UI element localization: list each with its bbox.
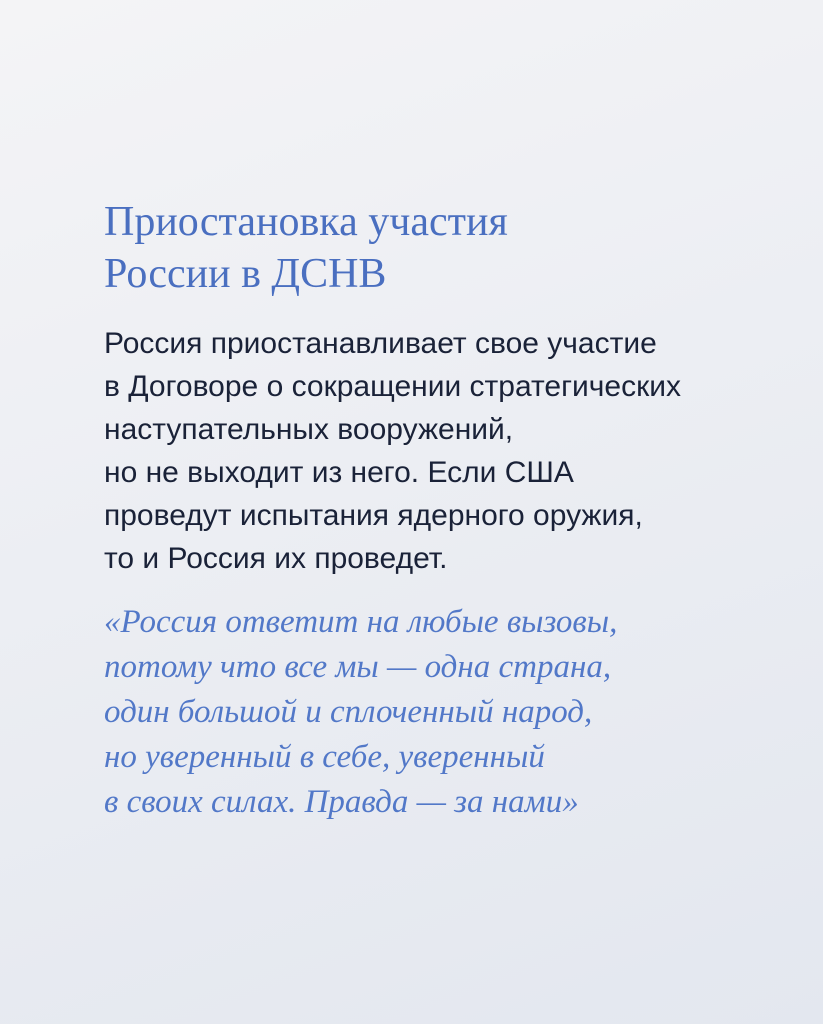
quote-block	[104, 600, 794, 825]
body-line: проведут испытания ядерного оружия,	[104, 499, 643, 532]
body-line: Россия приостанавливает свое участие	[104, 327, 657, 360]
body-line: но не выходит из него. Если США	[104, 456, 574, 489]
slide-title	[104, 196, 784, 300]
quote-line: один большой и сплоченный народ,	[104, 694, 593, 730]
quote-line: «Россия ответит на любые вызовы,	[104, 604, 618, 640]
body-line: наступательных вооружений,	[104, 413, 514, 446]
quote-line: потому что все мы — одна страна,	[104, 649, 612, 685]
title-line: Приостановка участия	[104, 199, 508, 245]
body-line: в Договоре о сокращении стратегических	[104, 370, 681, 403]
title-line: России в ДСНВ	[104, 251, 387, 297]
body-paragraph	[104, 322, 794, 580]
quote-line: в своих силах. Правда — за нами»	[104, 784, 579, 820]
quote-line: но уверенный в себе, уверенный	[104, 739, 545, 775]
body-line: то и Россия их проведет.	[104, 542, 448, 575]
